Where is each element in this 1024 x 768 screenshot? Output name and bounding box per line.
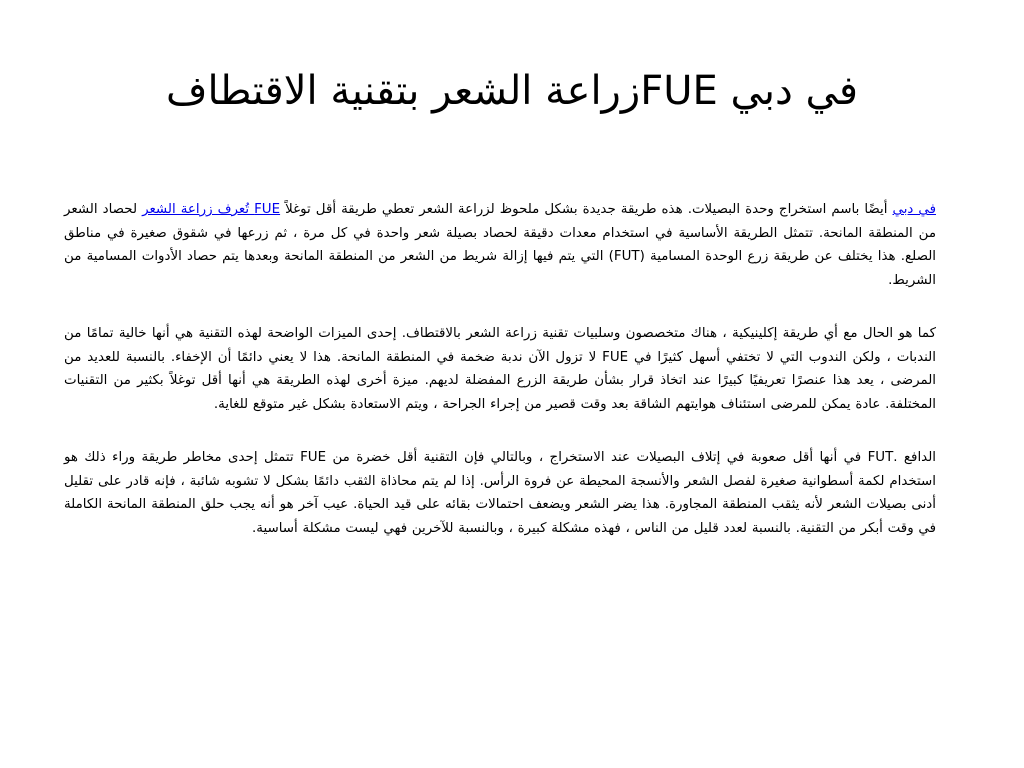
paragraph-1-text-b: لحصاد الشعر من المنطقة المانحة. تتمثل الطريقة الأساسية في استخدام معدات دقيقة لحصاد بصيلة شعر واحدة في كل مرة ، ثم زرعها في شقوق صغيرة في مناطق الصلع. هذا يختلف عن طريقة زرع الوحدة المسامية (FUT) التي يتم فيها إزالة شريط من الشعر من المنطقة المانحة وبعدها يتم حصاد الأدوات المسامية من الشريط. xyxy=(64,202,936,288)
slide-title: في دبي FUEزراعة الشعر بتقنية الاقتطاف xyxy=(166,68,858,114)
link-in-dubai[interactable]: في دبي xyxy=(892,202,936,217)
paragraph-1 xyxy=(64,198,936,292)
slide-body xyxy=(64,198,936,570)
link-fue-hair-transplant[interactable]: FUE تُعرف زراعة الشعر xyxy=(142,202,281,217)
paragraph-1-text-a: أيضًا باسم استخراج وحدة البصيلات. هذه طريقة جديدة بشكل ملحوظ لزراعة الشعر تعطي طريقة أقل توغلاً xyxy=(280,202,893,217)
paragraph-2: كما هو الحال مع أي طريقة إكلينيكية ، هناك متخصصون وسلبيات تقنية زراعة الشعر بالاقتطاف. إحدى الميزات الواضحة لهذه التقنية هي أنها خالية تمامًا من الندبات ، ولكن الندوب التي لا تختفي أسهل كثيرًا في FUE لا تزول الآن ندبة ضخمة في المنطقة المانحة. هذا لا يعني دائمًا أن الإخفاء. بالنسبة للعديد من المرضى ، يعد هذا عنصرًا تعريفيًا كبيرًا عند اتخاذ قرار بشأن طريقة الزرع المفضلة لديهم. ميزة أخرى لهذه الطريقة هي أنها أقل توغلاً بكثير من التقنيات المختلفة. عادة يمكن للمرضى استئناف هوايتهم الشاقة بعد وقت قصير من إجراء الجراحة ، ويتم الاستعادة بشكل غير متوقع للغاية. xyxy=(64,326,936,412)
paragraph-3: الدافع .FUT في أنها أقل صعوبة في إتلاف البصيلات عند الاستخراج ، وبالتالي فإن التقنية أقل خضرة من FUE تتمثل إحدى مخاطر طريقة وراء ذلك هو استخدام لكمة أسطوانية صغيرة لفصل الشعر والأنسجة المحيطة عن فروة الرأس. إذا لم يتم محاذاة الثقب دائمًا بشكل لا تشوبه شائبة ، فإنه قادر على تقليل أدنى بصيلات الشعر لأنه يثقب المنطقة المجاورة. هذا يضر الشعر ويضعف احتمالات بقائه على قيد الحياة. عيب آخر هو أنه يجب حلق المنطقة المانحة الكاملة في وقت أبكر من التقنية. بالنسبة لعدد قليل من الناس ، فهذه مشكلة كبيرة ، وبالنسبة للآخرين فهي ليست مشكلة أساسية. xyxy=(64,450,937,536)
